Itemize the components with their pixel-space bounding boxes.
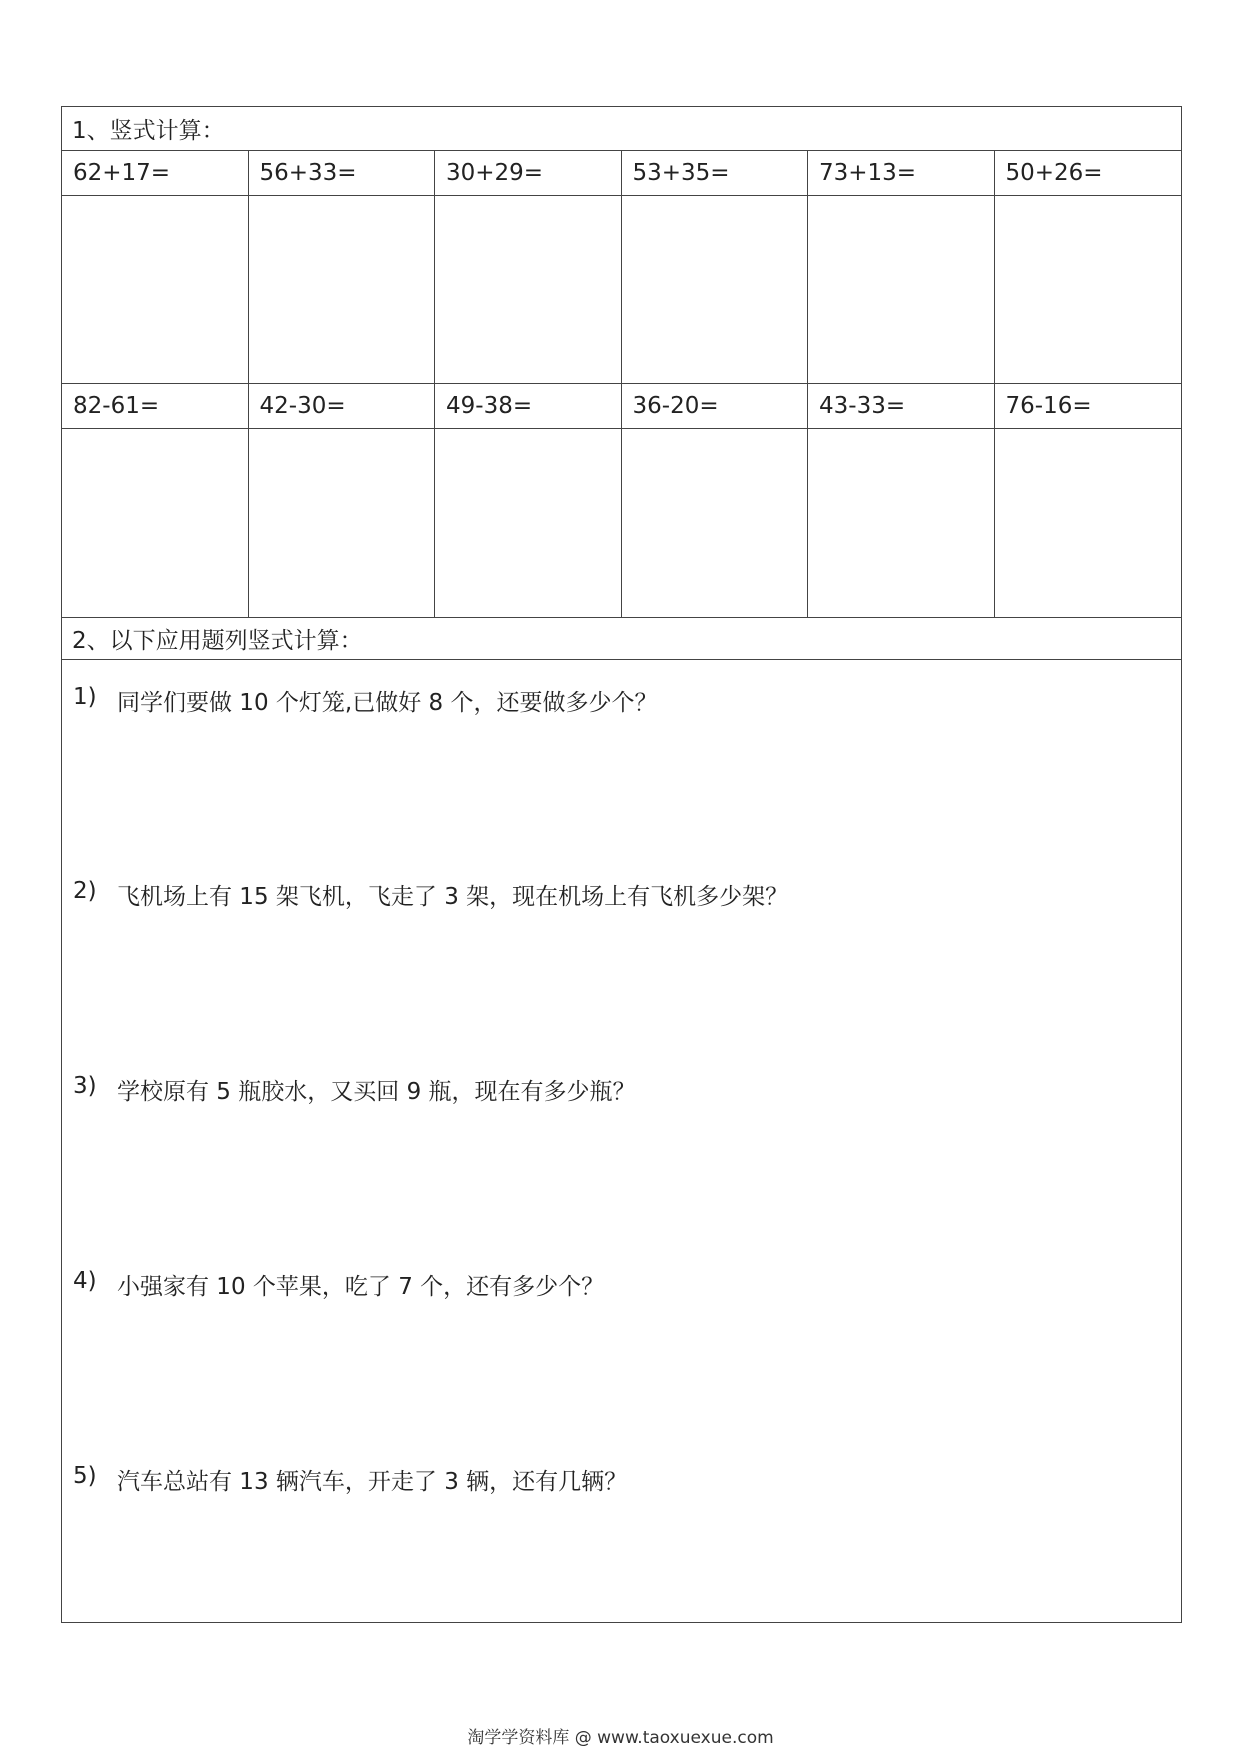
word-problem-1 [73, 684, 657, 717]
problem-number: 1) [73, 684, 97, 710]
section-2-heading [62, 618, 1181, 660]
answer-space [808, 429, 995, 618]
answer-space [995, 429, 1182, 618]
expression-cell: 56+33= [249, 151, 436, 196]
expression-cell: 53+35= [622, 151, 809, 196]
expression-cell: 30+29= [435, 151, 622, 196]
answer-space [622, 429, 809, 618]
problem-text: 小强家有 10 个苹果，吃了 7 个，还有多少个？ [117, 1274, 605, 1300]
expression-cell: 42-30= [249, 384, 436, 429]
expression-cell: 82-61= [62, 384, 249, 429]
problem-number: 4) [73, 1268, 97, 1294]
word-problem-3 [73, 1073, 636, 1106]
answer-space [249, 429, 436, 618]
section-1-heading [62, 107, 1181, 151]
problem-text: 学校原有 5 瓶胶水，又买回 9 瓶，现在有多少瓶？ [117, 1079, 636, 1105]
vertical-calc-grid-row-2 [62, 384, 1181, 618]
word-problem-2 [73, 878, 788, 911]
expression-cell: 36-20= [622, 384, 809, 429]
expression-cell: 43-33= [808, 384, 995, 429]
vertical-calc-grid-row-1 [62, 151, 1181, 384]
expression-cell: 49-38= [435, 384, 622, 429]
answer-space [62, 429, 249, 618]
worksheet [61, 106, 1182, 1623]
problem-text: 汽车总站有 13 辆汽车，开走了 3 辆，还有几辆？ [117, 1469, 628, 1495]
word-problem-5 [73, 1463, 627, 1496]
expression-cell: 50+26= [995, 151, 1182, 196]
problem-number: 3) [73, 1073, 97, 1099]
problem-text: 同学们要做 10 个灯笼,已做好 8 个，还要做多少个？ [117, 690, 658, 716]
expression-cell: 73+13= [808, 151, 995, 196]
answer-space [622, 196, 809, 384]
expression-cell: 62+17= [62, 151, 249, 196]
problem-text: 飞机场上有 15 架飞机，飞走了 3 架，现在机场上有飞机多少架？ [117, 884, 789, 910]
answer-space [995, 196, 1182, 384]
answer-space [435, 429, 622, 618]
word-problem-4 [73, 1268, 604, 1301]
section-1-title: 1、竖式计算： [72, 118, 225, 144]
answer-space [435, 196, 622, 384]
answer-space [249, 196, 436, 384]
word-problems [62, 660, 1181, 1622]
section-2-title: 2、以下应用题列竖式计算： [72, 628, 363, 654]
expression-cell: 76-16= [995, 384, 1182, 429]
answer-space [808, 196, 995, 384]
problem-number: 2) [73, 878, 97, 904]
problem-number: 5) [73, 1463, 97, 1489]
footer-watermark: 淘学学资料库 @ www.taoxuexue.com [467, 1728, 774, 1748]
answer-space [62, 196, 249, 384]
